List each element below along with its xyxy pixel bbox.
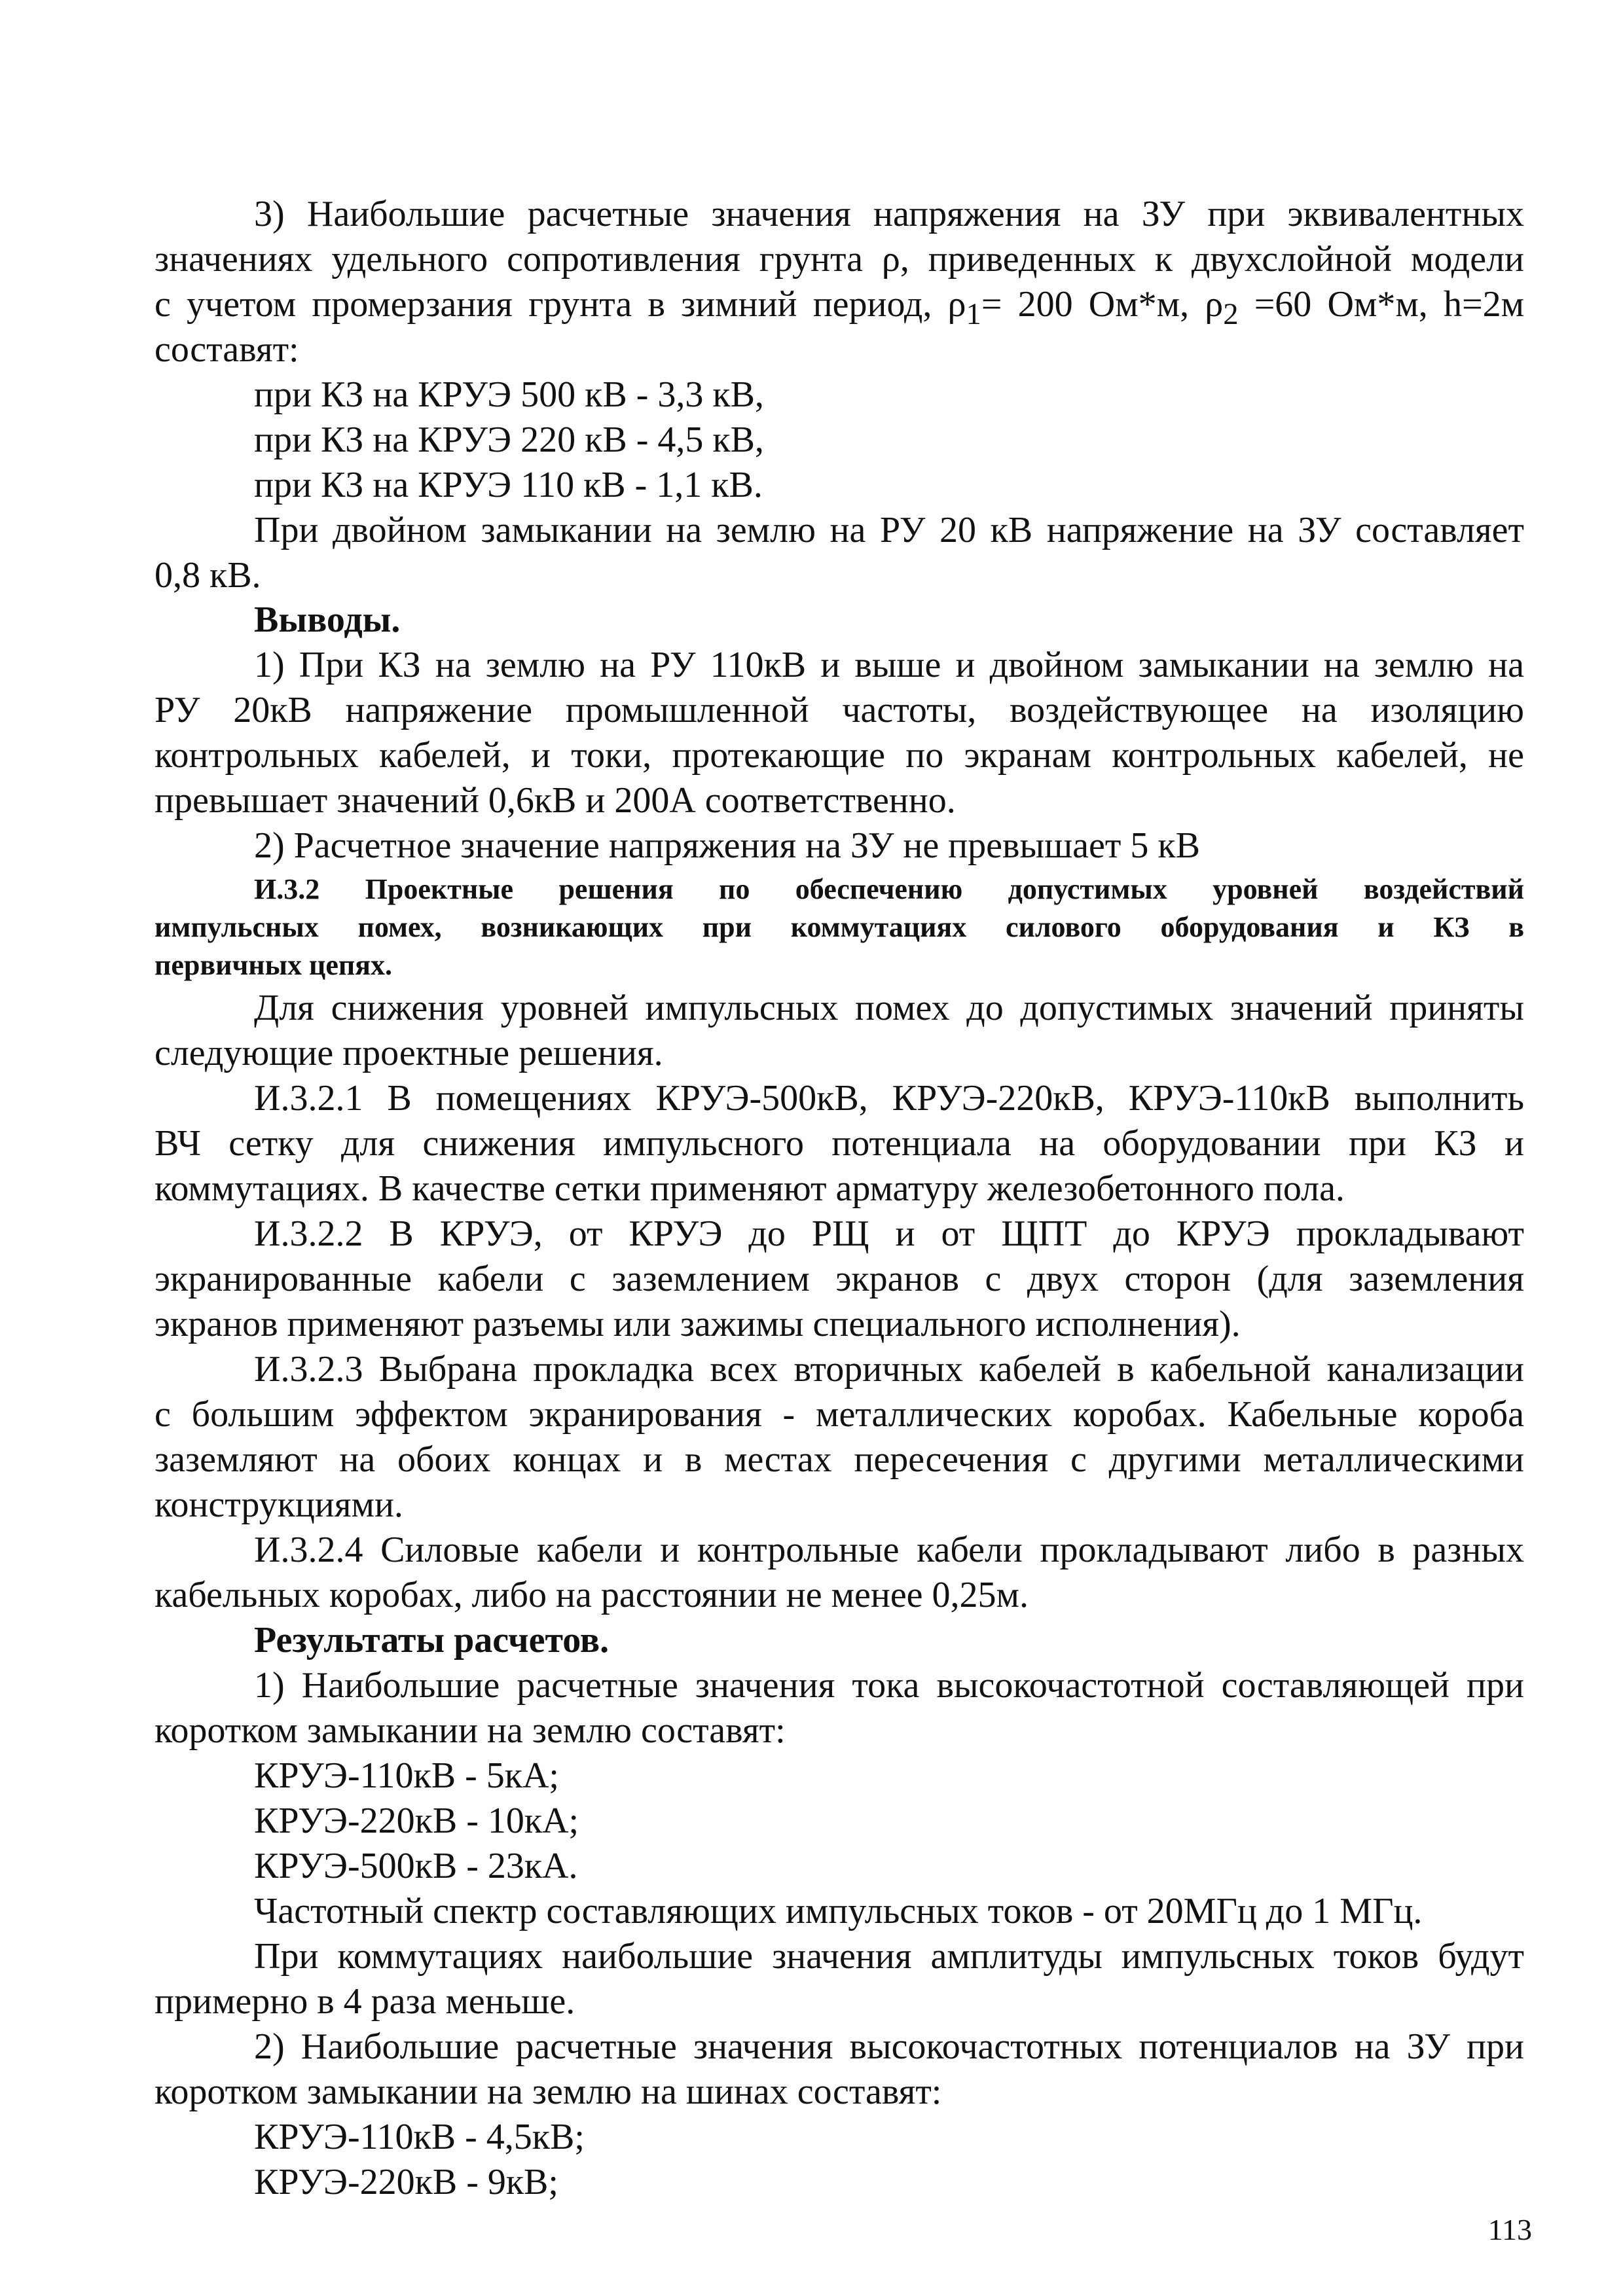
paragraph-line: Для снижения уровней импульсных помех до допустимых значений приняты — [254, 988, 1524, 1028]
paragraph-line: 0,8 кВ. — [155, 555, 261, 596]
paragraph-line: И.3.2.2 В КРУЭ, от КРУЭ до РЩ и от ЩПТ до КРУЭ прокладывают — [254, 1213, 1524, 1254]
paragraph-line: 3) Наибольшие расчетные значения напряжения на ЗУ при эквивалентных — [254, 194, 1524, 234]
paragraph-line: ВЧ сетку для снижения импульсного потенциала на оборудовании при КЗ и — [155, 1123, 1524, 1164]
paragraph-line: И.3.2.1 В помещениях КРУЭ-500кВ, КРУЭ-220кВ, КРУЭ-110кВ выполнить — [254, 1078, 1524, 1119]
list-item: при КЗ на КРУЭ 110 кВ - 1,1 кВ. — [254, 465, 763, 505]
subsection-heading: первичных цепях. — [155, 949, 393, 981]
paragraph-line: заземляют на обоих концах и в местах пересечения с другими металлическими — [155, 1439, 1524, 1480]
subsection-heading: И.3.2 Проектные решения по обеспечению допустимых уровней воздействий — [254, 873, 1524, 905]
paragraph-line: РУ 20кВ напряжение промышленной частоты, воздействующее на изоляцию — [155, 690, 1524, 730]
paragraph-line: контрольных кабелей, и токи, протекающие по экранам контрольных кабелей, не — [155, 735, 1524, 776]
paragraph-line: При двойном замыкании на землю на РУ 20 кВ напряжение на ЗУ составляет — [254, 510, 1524, 550]
paragraph-line: 1) Наибольшие расчетные значения тока высокочастотной составляющей при — [254, 1665, 1524, 1706]
paragraph-line: конструкциями. — [155, 1484, 403, 1525]
conclusions-heading: Выводы. — [254, 600, 401, 640]
paragraph-line: коммутациях. В качестве сетки применяют арматуру железобетонного пола. — [155, 1168, 1345, 1209]
page-number: 113 — [1487, 2213, 1532, 2246]
list-item: КРУЭ-500кВ - 23кА. — [254, 1846, 578, 1886]
paragraph-line: коротком замыкании на землю на шинах составят: — [155, 2072, 942, 2112]
paragraph-line: экранов применяют разъемы или зажимы специального исполнения). — [155, 1304, 1241, 1344]
list-item: КРУЭ-110кВ - 4,5кВ; — [254, 2117, 585, 2157]
subsection-heading: импульсных помех, возникающих при коммутациях силового оборудования и КЗ в — [155, 911, 1524, 943]
paragraph-line: И.3.2.3 Выбрана прокладка всех вторичных кабелей в кабельной канализации — [254, 1349, 1524, 1390]
list-item: КРУЭ-220кВ - 9кВ; — [254, 2162, 558, 2202]
paragraph-line: составят: — [155, 329, 299, 370]
list-item: КРУЭ-220кВ - 10кА; — [254, 1801, 579, 1841]
paragraph-line: И.3.2.4 Силовые кабели и контрольные кабели прокладывают либо в разных — [254, 1530, 1524, 1570]
paragraph-line: кабельных коробах, либо на расстоянии не менее 0,25м. — [155, 1575, 1029, 1615]
paragraph-line: экранированные кабели с заземлением экранов с двух сторон (для заземления — [155, 1259, 1524, 1299]
paragraph-line: При коммутациях наибольшие значения амплитуды импульсных токов будут — [254, 1936, 1524, 1977]
paragraph-line: Частотный спектр составляющих импульсных токов - от 20МГц до 1 МГц. — [254, 1891, 1423, 1931]
paragraph-line-with-subscripts: с учетом промерзания грунта в зимний период, $\rho_1= 200$ Ом*м, $\rho_2 =60$ Ом*м, h=2м — [155, 284, 1525, 332]
list-item: КРУЭ-110кВ - 5кА; — [254, 1755, 559, 1796]
list-item: при КЗ на КРУЭ 220 кВ - 4,5 кВ, — [254, 420, 764, 460]
paragraph-line: следующие проектные решения. — [155, 1033, 663, 1073]
results-heading: Результаты расчетов. — [254, 1620, 610, 1660]
paragraph-line: коротком замыкании на землю составят: — [155, 1710, 786, 1751]
paragraph-line: примерно в 4 раза меньше. — [155, 1981, 575, 2022]
paragraph-line: 2) Наибольшие расчетные значения высокочастотных потенциалов на ЗУ при — [254, 2026, 1524, 2067]
paragraph-line: с большим эффектом экранирования - металлических коробах. Кабельные короба — [155, 1394, 1524, 1435]
paragraph-line: значениях удельного сопротивления грунта ρ, приведенных к двухслойной модели — [155, 239, 1524, 279]
paragraph-line: превышает значений 0,6кВ и 200А соответственно. — [155, 780, 956, 821]
list-item: при КЗ на КРУЭ 500 кВ - 3,3 кВ, — [254, 374, 764, 415]
paragraph-line: 1) При КЗ на землю на РУ 110кВ и выше и двойном замыкании на землю на — [254, 645, 1524, 685]
paragraph-line: 2) Расчетное значение напряжения на ЗУ не превышает 5 кВ — [254, 825, 1200, 866]
